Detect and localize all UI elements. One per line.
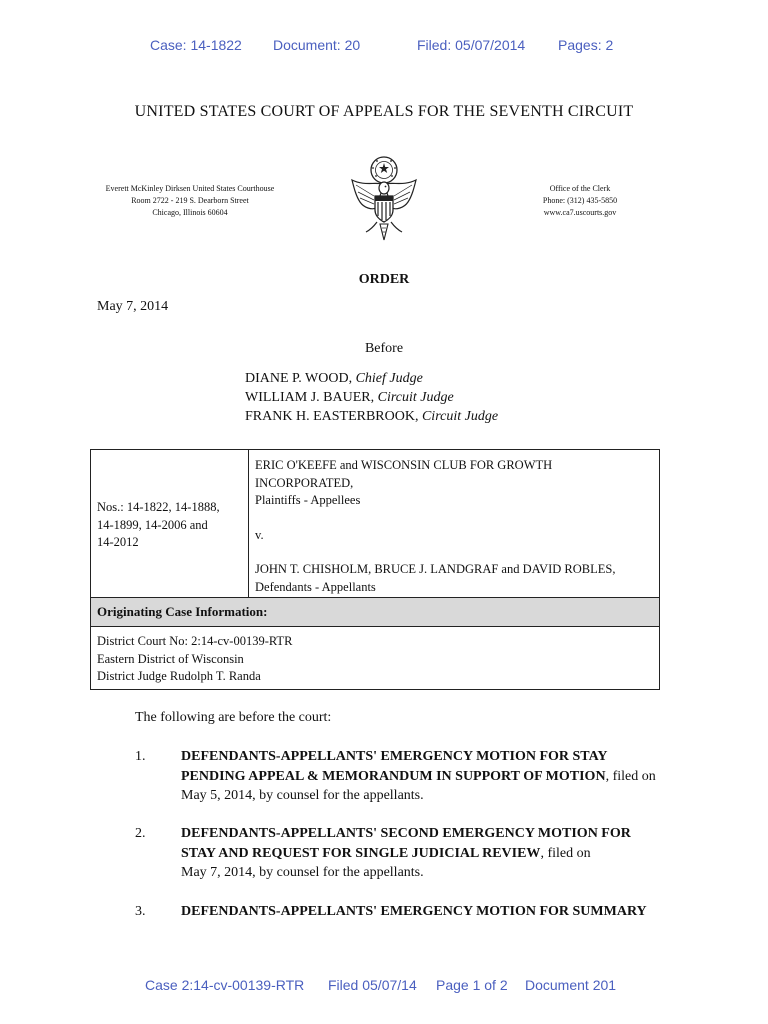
district-court-number: District Court No: 2:14-cv-00139-RTR	[97, 634, 293, 648]
judge-title: Circuit Judge	[421, 409, 499, 424]
parties-cell	[248, 449, 660, 598]
motion-number: 3.	[135, 904, 146, 919]
footer-document: Document 201	[525, 977, 617, 993]
address-line: Chicago, Illinois 60604	[152, 208, 228, 217]
panel-judges	[245, 369, 498, 426]
motion-filed-line: May 5, 2014, by counsel for the appellants.	[181, 788, 424, 803]
judge-title: Circuit Judge	[377, 390, 454, 405]
originating-case-title: Originating Case Information:	[97, 604, 268, 619]
motion-item	[135, 902, 695, 922]
versus: v.	[255, 527, 264, 542]
motion-number: 1.	[135, 749, 146, 764]
header-document: Document: 20	[273, 37, 361, 53]
motion-filed-note: , filed on	[605, 768, 656, 784]
clerk-website: www.ca7.uscourts.gov	[543, 208, 617, 217]
judge-name: WILLIAM J. BAUER,	[245, 390, 378, 405]
plaintiffs-line: INCORPORATED,	[255, 475, 354, 490]
district-judge: District Judge Rudolph T. Randa	[97, 669, 261, 683]
motion-filed-line: May 7, 2014, by counsel for the appellants.	[181, 865, 424, 880]
motion-title-line: DEFENDANTS-APPELLANTS' EMERGENCY MOTION FOR STAY	[181, 749, 608, 764]
footer-case: Case 2:14-cv-00139-RTR	[145, 977, 305, 993]
motion-title-line: DEFENDANTS-APPELLANTS' SECOND EMERGENCY MOTION FOR	[181, 826, 631, 841]
intro-sentence: The following are before the court:	[135, 710, 332, 725]
motion-item	[135, 824, 695, 883]
case-numbers-cell	[90, 449, 249, 598]
footer-filed: Filed 05/07/14	[328, 977, 417, 993]
before-label: Before	[364, 341, 404, 356]
motion-title-line: STAY AND REQUEST FOR SINGLE JUDICIAL REVIEW	[181, 845, 541, 861]
case-numbers-line: 14-2012	[97, 535, 139, 549]
order-title: ORDER	[358, 272, 410, 287]
judge-entry	[245, 407, 498, 426]
judge-name: DIANE P. WOOD,	[245, 371, 356, 386]
header-case: Case: 14-1822	[150, 37, 242, 53]
motion-number: 2.	[135, 826, 146, 841]
defendants-line: JOHN T. CHISHOLM, BRUCE J. LANDGRAF and DAVID ROBLES,	[255, 562, 616, 576]
eagle-seal-icon	[344, 152, 424, 246]
plaintiffs-role: Plaintiffs - Appellees	[255, 493, 361, 507]
footer-page: Page 1 of 2	[436, 977, 508, 993]
address-line: Everett McKinley Dirksen United States Courthouse	[105, 184, 275, 193]
clerk-office: Office of the Clerk	[549, 184, 611, 193]
order-date: May 7, 2014	[97, 299, 169, 314]
motion-title-line: DEFENDANTS-APPELLANTS' EMERGENCY MOTION FOR SUMMARY	[181, 904, 647, 919]
originating-case-header	[90, 597, 660, 627]
district-name: Eastern District of Wisconsin	[97, 651, 244, 666]
judge-entry	[245, 369, 498, 388]
motion-item	[135, 747, 695, 806]
originating-case-body	[90, 626, 660, 690]
plaintiffs-line: ERIC O'KEEFE and WISCONSIN CLUB FOR GROWTH	[255, 458, 553, 472]
case-numbers-line: 14-1899, 14-2006 and	[97, 517, 208, 532]
motion-filed-note: , filed on	[540, 845, 591, 861]
header-filed: Filed: 05/07/2014	[417, 37, 526, 53]
judge-title: Chief Judge	[355, 371, 423, 386]
courthouse-address	[85, 183, 295, 219]
judge-entry	[245, 388, 498, 407]
motion-title-line: PENDING APPEAL & MEMORANDUM IN SUPPORT OF MOTION	[181, 768, 606, 784]
clerk-phone: Phone: (312) 435-5850	[542, 196, 618, 205]
judge-name: FRANK H. EASTERBROOK,	[245, 409, 422, 424]
case-numbers-line: Nos.: 14-1822, 14-1888,	[97, 500, 220, 514]
court-title: UNITED STATES COURT OF APPEALS FOR THE SEVENTH CIRCUIT	[134, 103, 634, 120]
clerk-contact	[505, 183, 655, 219]
header-pages: Pages: 2	[558, 37, 614, 53]
address-line: Room 2722 - 219 S. Dearborn Street	[131, 196, 249, 205]
defendants-role: Defendants - Appellants	[255, 579, 376, 594]
